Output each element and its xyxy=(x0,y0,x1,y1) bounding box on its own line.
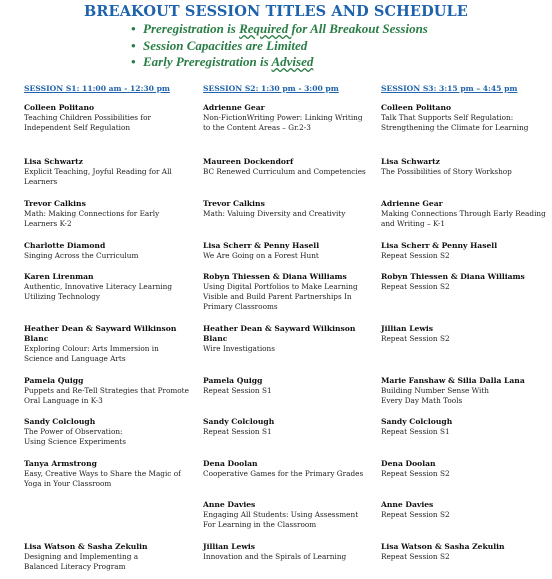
session-title: Innovation and the Spirals of Learning xyxy=(203,552,347,561)
schedule-entry xyxy=(24,157,189,187)
schedule-entry xyxy=(24,417,144,447)
presenter-name: Jillian Lewis xyxy=(203,542,256,551)
session-title: Talk That Supports Self Regulation: Strengthening the Climate for Learning xyxy=(381,113,529,132)
presenter-name: Heather Dean & Sayward Wilkinson Blanc xyxy=(203,324,356,343)
session-title: Building Number Sense With Every Day Math Tools xyxy=(381,386,489,405)
presenter-name: Adrienne Gear xyxy=(203,103,265,112)
session-title: Making Connections Through Early Reading and Writing – K-1 xyxy=(381,209,546,228)
presenter-name: Karen Lirenman xyxy=(24,272,94,281)
schedule-entry xyxy=(381,103,546,133)
presenter-name: Trevor Calkins xyxy=(24,199,86,208)
presenter-name: Tanya Armstrong xyxy=(24,459,97,468)
notice-item: • Early Preregistration is Advised xyxy=(131,54,314,69)
presenter-name: Robyn Thiessen & Diana Williams xyxy=(381,272,525,281)
session-title: Exploring Colour: Arts Immersion in Science and Language Arts xyxy=(24,344,159,363)
session-title: Easy, Creative Ways to Share the Magic of Yoga in Your Classroom xyxy=(24,469,181,488)
session-title: Repeat Session S2 xyxy=(381,552,450,561)
session-s2-heading: SESSION S2: 1:30 pm - 3:00 pm xyxy=(203,84,339,93)
session-title: Repeat Session S1 xyxy=(203,427,272,436)
schedule-entry xyxy=(381,272,546,292)
schedule-entry xyxy=(203,199,368,219)
session-title: Engaging All Students: Using Assessment For Learning in the Classroom xyxy=(203,510,359,529)
schedule-entry xyxy=(381,376,525,406)
schedule-entry xyxy=(203,103,368,133)
page-title: BREAKOUT SESSION TITLES AND SCHEDULE xyxy=(84,3,468,20)
presenter-name: Dena Doolan xyxy=(203,459,258,468)
presenter-name: Colleen Politano xyxy=(381,103,452,112)
presenter-name: Trevor Calkins xyxy=(203,199,265,208)
schedule-entry xyxy=(381,324,546,344)
notice-text: Preregistration is xyxy=(143,21,240,36)
session-title: Repeat Session S2 xyxy=(381,510,450,519)
presenter-name: Sandy Colclough xyxy=(203,417,275,426)
session-title: Math: Making Connections for Early Learners K-2 xyxy=(24,209,160,228)
notice-emphasis: Required xyxy=(239,21,292,36)
session-s3-heading: SESSION S3: 3:15 pm – 4:45 pm xyxy=(381,84,518,93)
notice-list xyxy=(131,21,428,71)
presenter-name: Sandy Colclough xyxy=(24,417,96,426)
presenter-name: Lisa Schwartz xyxy=(24,157,83,166)
session-title: The Power of Observation: Using Science Experiments xyxy=(24,427,126,446)
presenter-name: Colleen Politano xyxy=(24,103,95,112)
schedule-entry xyxy=(24,459,189,489)
session-title: Singing Across the Curriculum xyxy=(24,251,139,260)
session-title: Repeat Session S2 xyxy=(381,469,450,478)
notice-text: Session Capacities are Limited xyxy=(143,37,308,53)
session-title: Repeat Session S2 xyxy=(381,282,450,291)
session-title: Repeat Session S1 xyxy=(203,386,272,395)
schedule-entry xyxy=(203,417,368,437)
schedule-entry xyxy=(24,376,189,406)
schedule-entry xyxy=(381,500,546,520)
schedule-entry xyxy=(203,324,363,354)
schedule-entry xyxy=(24,199,189,229)
session-title: Wire Investigations xyxy=(203,344,275,353)
schedule-entry xyxy=(381,157,546,177)
session-title: Authentic, Innovative Literacy Learning Utilizing Technology xyxy=(24,282,172,301)
session-title: Using Digital Portfolios to Make Learning Visible and Build Parent Partnerships In Primary Classrooms xyxy=(203,282,358,311)
presenter-name: Jillian Lewis xyxy=(381,324,434,333)
session-title: Repeat Session S2 xyxy=(381,251,450,260)
schedule-entry xyxy=(381,199,546,229)
notice-emphasis: Advised xyxy=(271,54,314,69)
notice-text-end: for All Breakout Sessions xyxy=(291,21,428,36)
session-title: Cooperative Games for the Primary Grades xyxy=(203,469,364,478)
presenter-name: Dena Doolan xyxy=(381,459,436,468)
schedule-entry xyxy=(24,241,189,261)
schedule-entry xyxy=(203,500,368,530)
schedule-entry xyxy=(203,542,375,562)
presenter-name: Heather Dean & Sayward Wilkinson Blanc xyxy=(24,324,177,343)
session-title: BC Renewed Curriculum and Competencies xyxy=(203,167,366,176)
presenter-name: Lisa Schwartz xyxy=(381,157,440,166)
presenter-name: Lisa Scherr & Penny Hasell xyxy=(381,241,498,250)
presenter-name: Maureen Dockendorf xyxy=(203,157,294,166)
schedule-entry xyxy=(381,241,546,261)
presenter-name: Lisa Watson & Sasha Zekulin xyxy=(381,542,505,551)
schedule-entry xyxy=(381,459,546,479)
session-s1-heading: SESSION S1: 11:00 am - 12:30 pm xyxy=(24,84,170,93)
session-title: Explicit Teaching, Joyful Reading for All Learners xyxy=(24,167,172,186)
notice-item: • Preregistration is Required for All Breakout Sessions xyxy=(131,21,428,36)
session-title: Teaching Children Possibilities for Independent Self Regulation xyxy=(24,113,151,132)
presenter-name: Pamela Quigg xyxy=(24,376,84,385)
notice-text: Early Preregistration is xyxy=(143,54,272,69)
session-title: Puppets and Re-Tell Strategies that Promote Oral Language in K-3 xyxy=(24,386,189,405)
session-title: Repeat Session S1 xyxy=(381,427,450,436)
notice-item: • Session Capacities are Limited xyxy=(131,37,308,53)
presenter-name: Lisa Watson & Sasha Zekulin xyxy=(24,542,148,551)
session-title: Designing and Implementing a Balanced Literacy Program xyxy=(24,552,139,571)
presenter-name: Charlotte Diamond xyxy=(24,241,106,250)
schedule-entry xyxy=(203,459,375,479)
schedule-entry xyxy=(381,542,546,562)
session-title: Repeat Session S2 xyxy=(381,334,450,343)
presenter-name: Anne Davies xyxy=(203,500,256,509)
presenter-name: Pamela Quigg xyxy=(203,376,263,385)
schedule-entry xyxy=(381,417,546,437)
schedule-entry xyxy=(24,103,189,133)
presenter-name: Anne Davies xyxy=(381,500,434,509)
presenter-name: Adrienne Gear xyxy=(381,199,443,208)
schedule-entry xyxy=(203,157,373,177)
session-title: Math: Valuing Diversity and Creativity xyxy=(203,209,346,218)
session-title: The Possibilities of Story Workshop xyxy=(381,167,512,176)
session-title: We Are Going on a Forest Hunt xyxy=(203,251,319,260)
presenter-name: Lisa Scherr & Penny Hasell xyxy=(203,241,320,250)
schedule-entry xyxy=(24,542,159,572)
presenter-name: Sandy Colclough xyxy=(381,417,453,426)
presenter-name: Marie Fanshaw & Silia Dalla Lana xyxy=(381,376,525,385)
presenter-name: Robyn Thiessen & Diana Williams xyxy=(203,272,347,281)
session-title: Non-FictionWriting Power: Linking Writing to the Content Areas – Gr.2-3 xyxy=(203,113,363,132)
schedule-entry xyxy=(203,376,368,396)
schedule-entry xyxy=(24,272,189,302)
schedule-entry xyxy=(203,241,368,261)
schedule-entry xyxy=(203,272,368,312)
schedule-entry xyxy=(24,324,184,364)
